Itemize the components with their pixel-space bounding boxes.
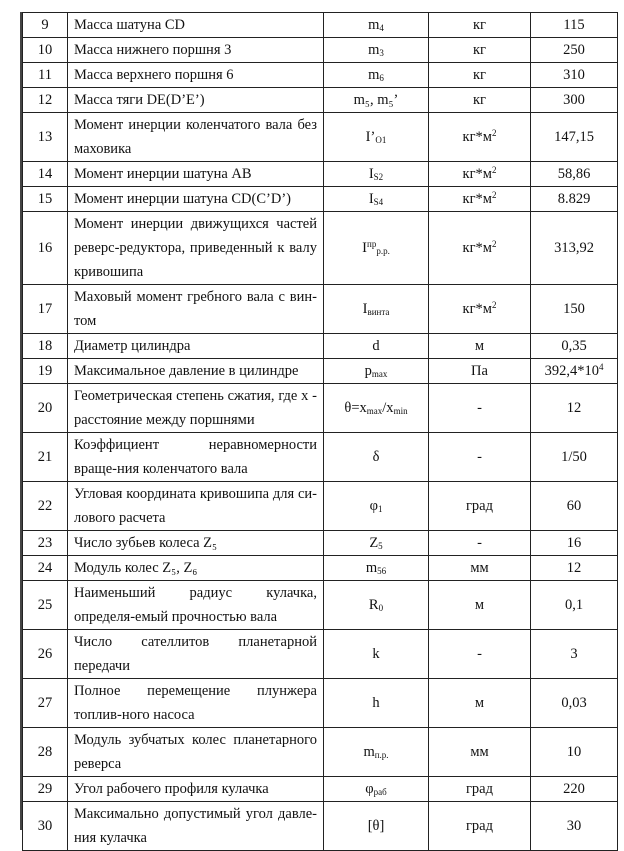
parameter-description: Диаметр цилиндра xyxy=(68,334,324,359)
parameter-value xyxy=(531,728,618,777)
unit-text: кг xyxy=(473,41,486,58)
value-text: 12 xyxy=(566,559,582,576)
parameter-value xyxy=(531,359,618,384)
parameter-symbol xyxy=(324,679,429,728)
row-number: 25 xyxy=(23,581,68,630)
symbol-base: h xyxy=(372,694,380,711)
row-number: 11 xyxy=(23,63,68,88)
parameter-symbol xyxy=(324,531,429,556)
table-row xyxy=(23,13,618,38)
parameter-symbol xyxy=(324,630,429,679)
value-text: 0,35 xyxy=(561,337,587,354)
value-text: 8.829 xyxy=(557,190,591,207)
symbol-base: I xyxy=(362,300,368,317)
parameter-symbol xyxy=(324,556,429,581)
value-text: 1/50 xyxy=(561,448,587,465)
symbol-subscript: 5 xyxy=(378,540,383,551)
parameter-description: Полное перемещение плунжера топлив-ного насоса xyxy=(68,679,324,728)
parameter-description: Масса нижнего поршня 3 xyxy=(68,38,324,63)
unit-text: кг*м xyxy=(462,301,492,317)
parameter-description: Число сателлитов планетарной передачи xyxy=(68,630,324,679)
symbol-subscript: винта xyxy=(367,306,390,317)
parameter-unit xyxy=(429,384,531,433)
parameter-unit xyxy=(429,187,531,212)
table-row xyxy=(23,88,618,113)
table-row xyxy=(23,113,618,162)
parameter-unit xyxy=(429,113,531,162)
parameter-symbol xyxy=(324,334,429,359)
row-number: 17 xyxy=(23,285,68,334)
symbol-subscript: S2 xyxy=(373,171,384,182)
parameter-description: Масса верхнего поршня 6 xyxy=(68,63,324,88)
parameter-unit xyxy=(429,777,531,802)
unit-text: кг xyxy=(473,91,486,108)
parameter-value xyxy=(531,531,618,556)
value-text: 310 xyxy=(563,66,585,83)
symbol-base: p xyxy=(364,362,372,379)
parameter-unit xyxy=(429,728,531,777)
row-number: 21 xyxy=(23,433,68,482)
row-number: 19 xyxy=(23,359,68,384)
parameter-unit xyxy=(429,556,531,581)
value-text: 392,4*10 xyxy=(544,363,599,379)
table-row xyxy=(23,679,618,728)
row-number: 28 xyxy=(23,728,68,777)
symbol-subscript: п.р. xyxy=(374,749,389,760)
parameter-description: Число зубьев колеса Z₅ xyxy=(68,531,324,556)
parameter-symbol xyxy=(324,802,429,851)
parameter-description: Момент инерции коленчатого вала без маховика xyxy=(68,113,324,162)
unit-text: мм xyxy=(470,743,489,760)
symbol-base-2: /x xyxy=(382,399,394,416)
row-number: 26 xyxy=(23,630,68,679)
parameter-description: Максимально допустимый угол давле-ния кулачка xyxy=(68,802,324,851)
unit-text: м xyxy=(474,596,485,613)
parameter-unit xyxy=(429,334,531,359)
parameter-value xyxy=(531,777,618,802)
parameter-symbol xyxy=(324,581,429,630)
parameter-unit xyxy=(429,88,531,113)
row-number: 14 xyxy=(23,162,68,187)
table-row xyxy=(23,384,618,433)
row-number: 18 xyxy=(23,334,68,359)
symbol-subscript: 3 xyxy=(379,47,384,58)
row-number: 16 xyxy=(23,212,68,285)
symbol-base: θ=x xyxy=(344,399,367,416)
parameter-symbol xyxy=(324,384,429,433)
unit-superscript: 2 xyxy=(491,128,497,138)
unit-superscript: 2 xyxy=(491,300,497,310)
unit-text: кг xyxy=(473,16,486,33)
symbol-subscript: 6 xyxy=(379,72,384,83)
symbol-subscript: O1 xyxy=(375,134,387,145)
symbol-base: δ xyxy=(372,448,380,465)
parameter-unit xyxy=(429,13,531,38)
unit-text: - xyxy=(477,399,482,416)
parameter-symbol xyxy=(324,187,429,212)
unit-text: Па xyxy=(471,362,488,379)
unit-text: м xyxy=(474,694,485,711)
parameter-description: Модуль зубчатых колес планетарного реверса xyxy=(68,728,324,777)
symbol-base: I xyxy=(368,190,374,207)
unit-text: м xyxy=(474,337,485,354)
symbol-base: d xyxy=(372,337,380,354)
symbol-base: m xyxy=(365,559,378,576)
row-number: 27 xyxy=(23,679,68,728)
unit-text: мм xyxy=(470,559,489,576)
parameter-description: Момент инерции движущихся частей реверс-редуктора, приведенный к валу кривошипа xyxy=(68,212,324,285)
parameter-value xyxy=(531,212,618,285)
parameter-symbol xyxy=(324,38,429,63)
row-number: 29 xyxy=(23,777,68,802)
table-row xyxy=(23,581,618,630)
value-text: 300 xyxy=(563,91,585,108)
parameter-unit xyxy=(429,212,531,285)
value-text: 147,15 xyxy=(554,128,594,145)
symbol-subscript: раб xyxy=(373,786,387,797)
unit-superscript: 2 xyxy=(491,239,497,249)
row-number: 20 xyxy=(23,384,68,433)
table-row xyxy=(23,334,618,359)
parameter-description: Момент инерции шатуна AB xyxy=(68,162,324,187)
unit-text: кг*м xyxy=(462,129,492,145)
parameter-value xyxy=(531,679,618,728)
symbol-base: φ xyxy=(369,497,378,514)
parameter-unit xyxy=(429,433,531,482)
parameter-value xyxy=(531,63,618,88)
row-number: 13 xyxy=(23,113,68,162)
symbol-base: [θ] xyxy=(367,817,385,834)
value-text: 58,86 xyxy=(557,165,591,182)
symbol-subscript: 4 xyxy=(379,22,384,33)
parameter-value xyxy=(531,482,618,531)
symbol-superscript: пр xyxy=(367,239,377,249)
symbol-base: m xyxy=(363,743,375,760)
parameter-symbol xyxy=(324,162,429,187)
symbol-base: m₅, m₅’ xyxy=(353,91,399,108)
parameter-value xyxy=(531,384,618,433)
row-number: 30 xyxy=(23,802,68,851)
parameter-unit xyxy=(429,63,531,88)
table-row xyxy=(23,433,618,482)
table-row xyxy=(23,285,618,334)
table-row xyxy=(23,162,618,187)
parameter-value xyxy=(531,13,618,38)
parameter-value xyxy=(531,556,618,581)
unit-superscript: 2 xyxy=(491,190,497,200)
parameter-unit xyxy=(429,482,531,531)
parameter-symbol xyxy=(324,359,429,384)
symbol-base: m xyxy=(368,66,380,83)
unit-text: - xyxy=(477,645,482,662)
parameter-symbol xyxy=(324,433,429,482)
parameter-unit xyxy=(429,581,531,630)
symbol-base: m xyxy=(368,41,380,58)
parameter-unit xyxy=(429,38,531,63)
symbol-base: R xyxy=(368,596,379,613)
unit-text: - xyxy=(477,534,482,551)
parameter-description: Момент инерции шатуна CD(C’D’) xyxy=(68,187,324,212)
symbol-subscript: 1 xyxy=(377,503,383,514)
parameter-value xyxy=(531,630,618,679)
parameter-symbol xyxy=(324,777,429,802)
parameter-symbol xyxy=(324,482,429,531)
value-text: 30 xyxy=(566,817,582,834)
table-row xyxy=(23,802,618,851)
table-row xyxy=(23,531,618,556)
parameter-symbol xyxy=(324,13,429,38)
unit-text: кг*м xyxy=(462,191,492,207)
unit-text: - xyxy=(477,448,482,465)
parameter-description: Угловая координата кривошипа для си-лового расчета xyxy=(68,482,324,531)
table-row xyxy=(23,728,618,777)
table-row xyxy=(23,187,618,212)
symbol-base: k xyxy=(372,645,380,662)
parameter-unit xyxy=(429,162,531,187)
parameter-value xyxy=(531,187,618,212)
row-number: 12 xyxy=(23,88,68,113)
symbol-base: I xyxy=(362,240,367,256)
value-text: 60 xyxy=(566,497,582,514)
symbol-base: m xyxy=(368,16,380,33)
value-text: 12 xyxy=(566,399,582,416)
parameter-value xyxy=(531,802,618,851)
parameter-description: Масса тяги DE(D’E’) xyxy=(68,88,324,113)
table-row xyxy=(23,777,618,802)
value-text: 3 xyxy=(570,645,578,662)
row-number: 10 xyxy=(23,38,68,63)
table-row xyxy=(23,212,618,285)
parameters-table-body xyxy=(23,13,618,851)
row-number: 24 xyxy=(23,556,68,581)
parameter-value xyxy=(531,285,618,334)
parameter-value xyxy=(531,38,618,63)
parameter-value xyxy=(531,162,618,187)
unit-text: кг*м xyxy=(462,240,492,256)
parameter-unit xyxy=(429,630,531,679)
symbol-subscript: max xyxy=(371,368,388,379)
row-number: 23 xyxy=(23,531,68,556)
parameter-description: Угол рабочего профиля кулачка xyxy=(68,777,324,802)
parameter-description: Максимальное давление в цилиндре xyxy=(68,359,324,384)
unit-text: кг*м xyxy=(462,166,492,182)
parameter-description: Геометрическая степень сжатия, где х - расстояние между поршнями xyxy=(68,384,324,433)
value-text: 220 xyxy=(563,780,585,797)
row-number: 9 xyxy=(23,13,68,38)
unit-superscript: 2 xyxy=(491,165,497,175)
value-text: 0,03 xyxy=(561,694,587,711)
parameter-unit xyxy=(429,531,531,556)
symbol-subscript: р.р. xyxy=(376,246,390,256)
parameter-unit xyxy=(429,359,531,384)
unit-text: град xyxy=(465,497,493,514)
value-text: 115 xyxy=(563,16,585,33)
parameter-value xyxy=(531,581,618,630)
parameter-description: Масса шатуна CD xyxy=(68,13,324,38)
row-number: 15 xyxy=(23,187,68,212)
parameter-value xyxy=(531,433,618,482)
parameter-value xyxy=(531,88,618,113)
parameter-symbol xyxy=(324,63,429,88)
table-row xyxy=(23,63,618,88)
parameter-symbol xyxy=(324,88,429,113)
row-number: 22 xyxy=(23,482,68,531)
symbol-base: I’ xyxy=(365,128,376,145)
parameter-value xyxy=(531,334,618,359)
parameter-symbol xyxy=(324,285,429,334)
parameter-unit xyxy=(429,679,531,728)
value-superscript: 4 xyxy=(598,362,604,372)
symbol-subscript: 56 xyxy=(377,565,387,576)
value-text: 0,1 xyxy=(564,596,584,613)
unit-text: град xyxy=(465,817,493,834)
parameter-description: Маховый момент гребного вала с вин-том xyxy=(68,285,324,334)
symbol-base: I xyxy=(368,165,374,182)
symbol-base: Z xyxy=(369,534,379,551)
parameter-unit xyxy=(429,802,531,851)
unit-text: град xyxy=(465,780,493,797)
parameter-symbol xyxy=(324,212,429,285)
parameter-symbol xyxy=(324,113,429,162)
value-text: 250 xyxy=(563,41,585,58)
unit-text: кг xyxy=(473,66,486,83)
value-text: 313,92 xyxy=(554,239,594,256)
symbol-base: φ xyxy=(365,780,374,797)
table-row xyxy=(23,38,618,63)
symbol-subscript: S4 xyxy=(373,196,384,207)
symbol-subscript: 0 xyxy=(378,602,384,613)
value-text: 16 xyxy=(566,534,582,551)
parameter-description: Коэффициент неравномерности враще-ния коленчатого вала xyxy=(68,433,324,482)
table-row xyxy=(23,556,618,581)
value-text: 10 xyxy=(566,743,582,760)
table-row xyxy=(23,482,618,531)
table-row xyxy=(23,630,618,679)
parameter-symbol xyxy=(324,728,429,777)
symbol-subscript: max xyxy=(366,405,383,416)
table-row xyxy=(23,359,618,384)
parameter-description: Наименьший радиус кулачка, определя-емый прочностью вала xyxy=(68,581,324,630)
parameter-value xyxy=(531,113,618,162)
symbol-subscript-2: min xyxy=(393,405,408,416)
parameter-unit xyxy=(429,285,531,334)
value-text: 150 xyxy=(563,300,585,317)
parameters-table xyxy=(22,12,618,851)
parameter-description: Модуль колес Z₅, Z₆ xyxy=(68,556,324,581)
